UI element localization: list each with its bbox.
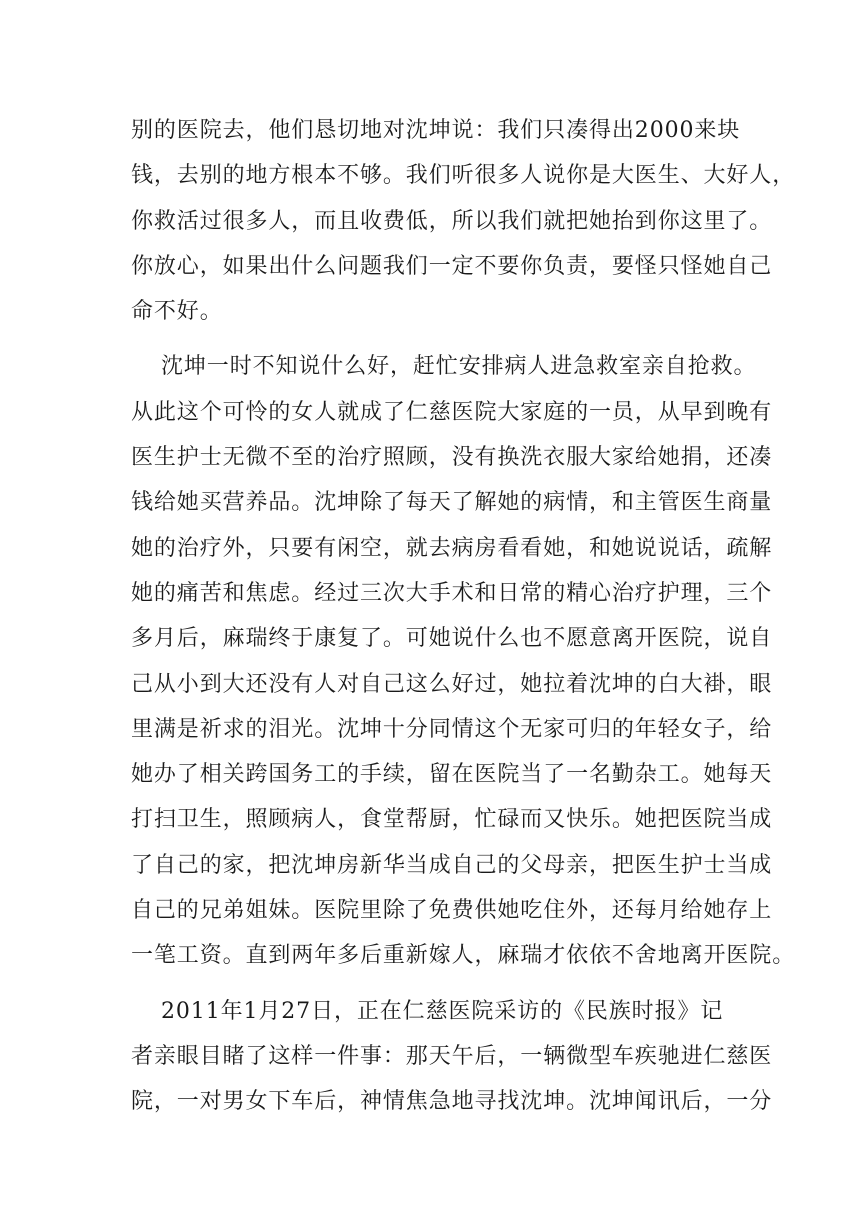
text-line: 多月后，麻瑞终于康复了。可她说什么也不愿意离开医院，说自 xyxy=(131,626,773,652)
paragraph-2 xyxy=(131,344,796,978)
text-line: 钱给她买营养品。沈坤除了每天了解她的病情，和主管医生商量 xyxy=(131,490,773,516)
text-line: 医生护士无微不至的治疗照顾，没有换洗衣服大家给她捐，还凑 xyxy=(131,445,773,471)
text-line: 者亲眼目睹了这样一件事：那天午后，一辆微型车疾驰进仁慈医 xyxy=(131,1043,773,1069)
body-text xyxy=(131,108,796,1135)
text-line: 她的治疗外，只要有闲空，就去病房看看她，和她说说话，疏解 xyxy=(131,535,773,561)
paragraph-3 xyxy=(131,989,773,1125)
text-line: 自己的兄弟姐妹。医院里除了免费供她吃住外，还每月给她存上 xyxy=(131,898,773,924)
text-line: 你救活过很多人，而且收费低，所以我们就把她抬到你这里了。 xyxy=(131,208,773,234)
text-line: 她办了相关跨国务工的手续，留在医院当了一名勤杂工。她每天 xyxy=(131,762,773,788)
text-line: 里满是祈求的泪光。沈坤十分同情这个无家可归的年轻女子，给 xyxy=(131,716,773,742)
text-line: 从此这个可怜的女人就成了仁慈医院大家庭的一员，从早到晚有 xyxy=(131,399,773,425)
text-line: 沈坤一时不知说什么好，赶忙安排病人进急救室亲自抢救。 xyxy=(161,354,757,380)
text-line: 己从小到大还没有人对自己这么好过，她拉着沈坤的白大褂，眼 xyxy=(131,671,773,697)
paragraph-1 xyxy=(131,108,796,334)
text-line: 别的医院去，他们恳切地对沈坤说：我们只凑得出2000来块 xyxy=(131,118,741,143)
text-line: 了自己的家，把沈坤房新华当成自己的父母亲，把医生护士当成 xyxy=(131,852,773,878)
text-line: 2011年1月27日，正在仁慈医院采访的《民族时报》记 xyxy=(161,998,724,1024)
text-line: 打扫卫生，照顾病人，食堂帮厨，忙碌而又快乐。她把医院当成 xyxy=(131,807,773,833)
text-line: 院，一对男女下车后，神情焦急地寻找沈坤。沈坤闻讯后，一分 xyxy=(131,1089,773,1115)
text-line: 她的痛苦和焦虑。经过三次大手术和日常的精心治疗护理，三个 xyxy=(131,580,773,606)
text-line: 命不好。 xyxy=(131,299,223,325)
text-line: 你放心，如果出什么问题我们一定不要你负责，要怪只怪她自己 xyxy=(131,253,773,279)
text-line: 钱，去别的地方根本不够。我们听很多人说你是大医生、大好人， xyxy=(131,163,796,189)
text-line: 一笔工资。直到两年多后重新嫁人，麻瑞才依依不舍地离开医院。 xyxy=(131,943,796,969)
